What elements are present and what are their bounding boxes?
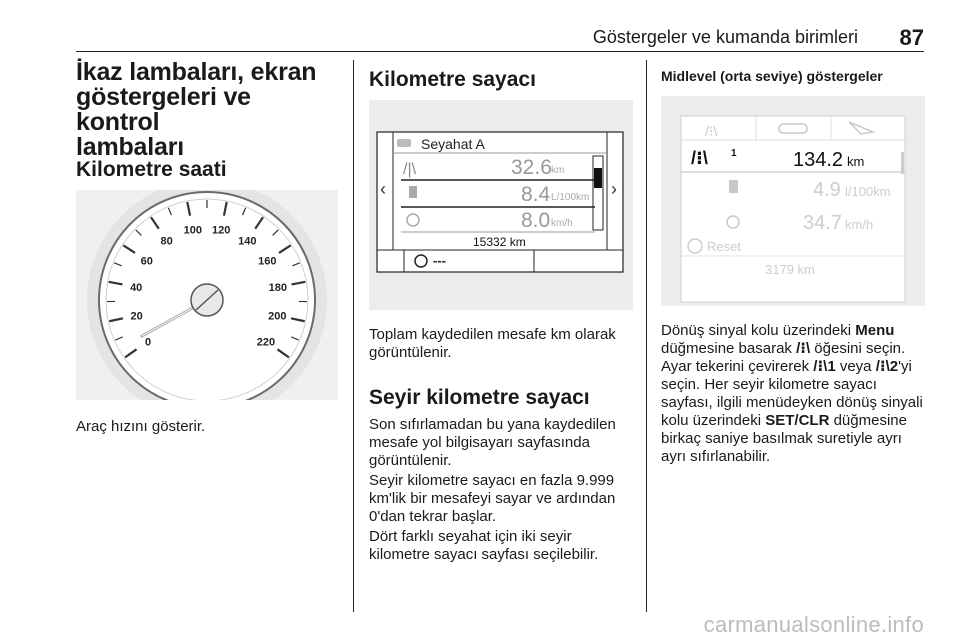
- mid-row2-unit: l/100km: [845, 184, 891, 199]
- speedo-label: 200: [268, 310, 287, 323]
- speedo-label: 80: [160, 235, 173, 248]
- row1-value: 32.6: [511, 156, 552, 179]
- watermark: carmanualsonline.info: [703, 612, 924, 637]
- trip-row-icon: /⁝\: [691, 148, 708, 168]
- odometer-value: 15332 km: [473, 235, 526, 249]
- trip-symbol-icon: /⁝\: [796, 340, 811, 357]
- heading-midlevel: Midlevel (orta seviye) göstergeler: [661, 68, 883, 84]
- trip-display-illustration: [369, 100, 633, 310]
- column-divider-1: [353, 60, 354, 612]
- section-heading: İkaz lambaları, ekran göstergeleri ve kontrol lambaları: [76, 58, 317, 161]
- trip-para-1: Son sıfırlamadan bu yana kaydedilen mesafe yol bilgisayarı sayfasında görüntülenir.: [369, 416, 616, 469]
- column-divider-2: [646, 60, 647, 612]
- fuel-pump-icon: [409, 186, 417, 198]
- page-header: [76, 14, 924, 52]
- speedo-label: 20: [130, 310, 143, 323]
- heading-odometer: Kilometre sayacı: [369, 68, 536, 91]
- midlevel-paragraph: Dönüş sinyal kolu üzerindeki Menu düğmesine basarak /⁝\ öğesini seçin. Ayar tekerini çevirerek /⁝\1 veya /⁝\2'yi seçin. Her seyir kilometre sayacı sayfası, ilgili menüdeyken dönüş sinyali kolu üzerindeki SET/CLR düğmesine birkaç saniye basılmak suretiyle ayrı ayrı sıfırlanabilir.: [661, 322, 923, 465]
- mid-odometer: 3179 km: [765, 262, 815, 277]
- row3-value: 8.0: [521, 209, 551, 232]
- odometer-caption: Toplam kaydedilen mesafe km olarak görüntülenir.: [369, 326, 616, 361]
- mid-row2-value: 4.9: [813, 179, 841, 201]
- setclr-button-label: SET/CLR: [765, 412, 830, 429]
- trip-para-2: Seyir kilometre sayacı en fazla 9.999 km'lik bir mesafeyi sayar ve ardından 0'dan tekrar başlar.: [369, 472, 616, 525]
- speedo-label: 120: [212, 224, 231, 237]
- bottom-value: ---: [433, 253, 446, 268]
- mid-fuel-icon: [729, 180, 738, 193]
- midlevel-display-figure: [661, 96, 925, 306]
- mid-row1-value: 134.2: [793, 149, 844, 171]
- trip-symbol-2-icon: /⁝\2: [875, 358, 899, 375]
- mid-row3-unit: km/h: [845, 217, 874, 232]
- trip-distance-icon: /|\: [403, 161, 417, 178]
- row2-value: 8.4: [521, 183, 551, 206]
- reset-label: Reset: [707, 239, 741, 254]
- heading-trip-odometer: Seyir kilometre sayacı: [369, 386, 590, 409]
- header-title: Göstergeler ve kumanda birimleri: [592, 27, 858, 47]
- speedo-label: 0: [144, 336, 152, 349]
- page-number: 87: [899, 25, 924, 50]
- speedometer-caption: Araç hızını gösterir.: [76, 418, 206, 435]
- midlevel-display-illustration: [661, 96, 925, 306]
- subheading-speedometer: Kilometre saati: [76, 158, 227, 181]
- speedometer-illustration: [76, 190, 338, 400]
- trip-row-sup: 1: [731, 148, 737, 159]
- speedo-label: 40: [130, 281, 143, 294]
- mid-row1-unit: km: [847, 154, 865, 169]
- speedometer-figure: [76, 190, 338, 400]
- speedo-label: 140: [238, 235, 257, 248]
- trip-symbol-1-icon: /⁝\1: [813, 358, 836, 375]
- car-icon: [397, 139, 411, 147]
- trip-tab-icon: /⁝\: [705, 123, 718, 139]
- menu-button-label: Menu: [855, 322, 895, 339]
- speedo-label: 100: [183, 224, 202, 237]
- row2-unit: L/100km: [551, 192, 590, 203]
- nav-left-icon: ‹: [380, 179, 386, 199]
- speedo-label: 60: [140, 255, 153, 268]
- speedo-label: 220: [256, 336, 276, 349]
- mid-row3-value: 34.7: [803, 212, 842, 234]
- row1-unit: km: [551, 165, 565, 176]
- column-1: [76, 58, 338, 181]
- trip-display-figure: [369, 100, 633, 310]
- row3-unit: km/h: [551, 218, 573, 229]
- nav-right-icon: ›: [611, 179, 617, 199]
- speedo-label: 180: [268, 281, 287, 294]
- trip-para-3: Dört farklı seyahat için iki seyir kilometre sayacı sayfası seçilebilir.: [369, 528, 599, 563]
- speedo-label: 160: [258, 255, 277, 268]
- trip-title: Seyahat A: [421, 136, 485, 152]
